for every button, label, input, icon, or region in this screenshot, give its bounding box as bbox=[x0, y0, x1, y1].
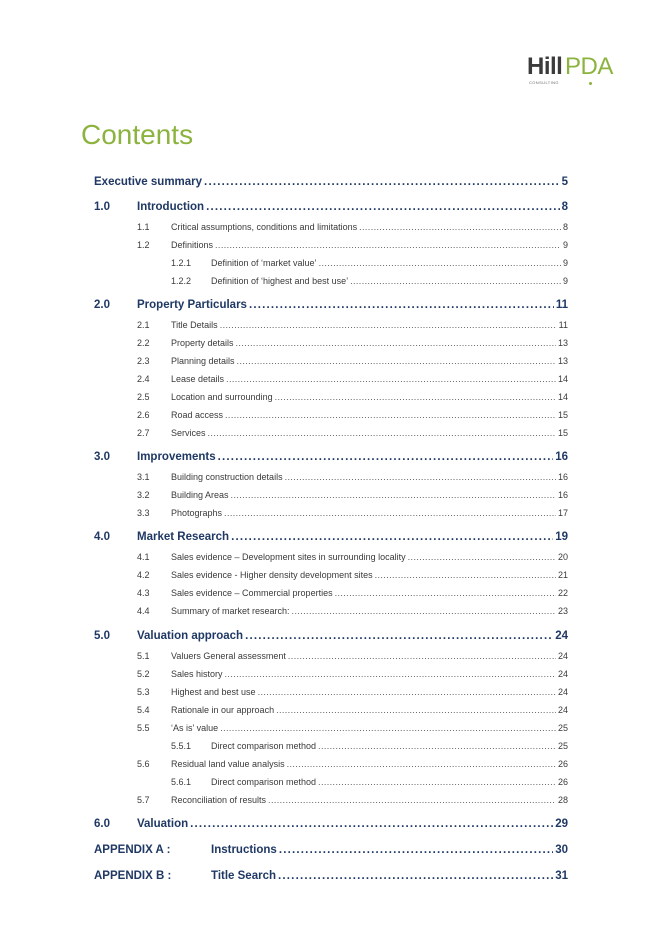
toc-dot-leader bbox=[220, 723, 556, 733]
toc-entry-title: Valuation approach bbox=[137, 630, 244, 642]
toc-entry[interactable] bbox=[94, 844, 568, 856]
toc-entry-page: 9 bbox=[562, 240, 568, 250]
toc-dot-leader bbox=[268, 795, 556, 805]
toc-entry-number: APPENDIX A : bbox=[94, 844, 171, 856]
toc-entry-number: 4.1 bbox=[137, 552, 150, 562]
toc-entry-page: 17 bbox=[557, 508, 568, 518]
toc-entry-number: 2.0 bbox=[94, 299, 110, 311]
toc-entry-title: Highest and best use bbox=[171, 687, 256, 697]
toc-dot-leader bbox=[208, 428, 556, 438]
toc-entry-title: Building construction details bbox=[171, 472, 283, 482]
toc-entry-number: 1.2.2 bbox=[171, 276, 192, 286]
toc-entry-title: Definitions bbox=[171, 240, 214, 250]
toc-entry[interactable] bbox=[171, 741, 568, 751]
toc-entry-page: 9 bbox=[562, 276, 568, 286]
toc-entry-title: Improvements bbox=[137, 451, 216, 463]
toc-entry-page: 28 bbox=[557, 795, 568, 805]
toc-entry-number: 3.2 bbox=[137, 490, 150, 500]
toc-entry-page: 23 bbox=[557, 606, 568, 616]
toc-entry-title: Direct comparison method bbox=[211, 741, 317, 751]
toc-dot-leader bbox=[220, 320, 557, 330]
toc-dot-leader bbox=[226, 374, 556, 384]
toc-entry-title: Property Particulars bbox=[137, 299, 247, 311]
logo-subtext: CONSULTING bbox=[529, 80, 559, 85]
toc-entry-number: 5.5.1 bbox=[171, 741, 192, 751]
toc-dot-leader bbox=[225, 669, 556, 679]
toc-entry-number: 2.7 bbox=[137, 428, 150, 438]
toc-entry-page: 24 bbox=[557, 669, 568, 679]
toc-dot-leader bbox=[245, 630, 553, 642]
toc-entry[interactable] bbox=[94, 299, 568, 311]
toc-entry-page: 13 bbox=[557, 356, 568, 366]
toc-dot-leader bbox=[292, 606, 556, 616]
toc-entry[interactable] bbox=[94, 630, 568, 642]
toc-dot-leader bbox=[206, 201, 560, 213]
toc-entry-page: 13 bbox=[557, 338, 568, 348]
toc-entry-number: 1.0 bbox=[94, 201, 110, 213]
toc-entry[interactable] bbox=[137, 759, 568, 769]
toc-entry-number: 4.4 bbox=[137, 606, 150, 616]
toc-entry-page: 24 bbox=[557, 705, 568, 715]
toc-entry[interactable] bbox=[137, 588, 568, 598]
toc-entry[interactable] bbox=[137, 356, 568, 366]
toc-entry-number: 1.2 bbox=[137, 240, 150, 250]
toc-dot-leader bbox=[236, 338, 556, 348]
toc-entry-title: Introduction bbox=[137, 201, 205, 213]
toc-entry[interactable] bbox=[137, 651, 568, 661]
toc-dot-leader bbox=[350, 276, 561, 286]
toc-entry[interactable] bbox=[94, 201, 568, 213]
toc-entry-page: 5 bbox=[561, 176, 568, 188]
toc-entry[interactable] bbox=[137, 687, 568, 697]
toc-entry-page: 16 bbox=[557, 490, 568, 500]
toc-dot-leader bbox=[335, 588, 556, 598]
toc-entry-title: Critical assumptions, conditions and limitations bbox=[171, 222, 358, 232]
toc-entry-page: 11 bbox=[555, 299, 568, 311]
toc-entry[interactable] bbox=[137, 338, 568, 348]
toc-entry[interactable] bbox=[94, 451, 568, 463]
toc-entry-title: Building Areas bbox=[171, 490, 229, 500]
toc-entry-number: 6.0 bbox=[94, 818, 110, 830]
toc-entry-title: Definition of ‘market value’ bbox=[211, 258, 317, 268]
toc-entry-page: 19 bbox=[555, 531, 568, 543]
toc-entry[interactable] bbox=[137, 320, 568, 330]
toc-entry-page: 20 bbox=[557, 552, 568, 562]
toc-entry-title: Reconciliation of results bbox=[171, 795, 267, 805]
toc-entry-number: 5.2 bbox=[137, 669, 150, 679]
toc-entry-title: Valuation bbox=[137, 818, 189, 830]
toc-entry-title: ‘As is’ value bbox=[171, 723, 219, 733]
toc-entry-number: 3.0 bbox=[94, 451, 110, 463]
toc-dot-leader bbox=[225, 410, 556, 420]
toc-entry-page: 8 bbox=[562, 222, 568, 232]
toc-entry-number: 2.3 bbox=[137, 356, 150, 366]
toc-entry-title: Road access bbox=[171, 410, 224, 420]
toc-entry-number: 5.6 bbox=[137, 759, 150, 769]
toc-entry[interactable] bbox=[137, 669, 568, 679]
toc-entry-title: Rationale in our approach bbox=[171, 705, 275, 715]
toc-dot-leader bbox=[408, 552, 556, 562]
toc-entry-title: Sales evidence - Higher density development sites bbox=[171, 570, 373, 580]
logo-text-bold: Hill bbox=[527, 53, 563, 80]
toc-entry-title: Sales evidence – Commercial properties bbox=[171, 588, 333, 598]
toc-entry-page: 29 bbox=[555, 818, 568, 830]
toc-dot-leader bbox=[287, 759, 556, 769]
toc-entry-title: Title Details bbox=[171, 320, 218, 330]
toc-entry-title: Services bbox=[171, 428, 206, 438]
toc-entry-page: 24 bbox=[557, 651, 568, 661]
toc-entry-number: 5.3 bbox=[137, 687, 150, 697]
toc-entry[interactable] bbox=[137, 374, 568, 384]
toc-entry-number: 2.2 bbox=[137, 338, 150, 348]
toc-entry-title: Direct comparison method bbox=[211, 777, 317, 787]
toc-entry-page: 25 bbox=[557, 741, 568, 751]
toc-entry-page: 14 bbox=[557, 374, 568, 384]
toc-entry-page: 21 bbox=[557, 570, 568, 580]
toc-entry-title: Residual land value analysis bbox=[171, 759, 285, 769]
toc-entry[interactable] bbox=[171, 777, 568, 787]
toc-entry-page: 9 bbox=[562, 258, 568, 268]
toc-entry-title: Sales history bbox=[171, 669, 223, 679]
toc-entry[interactable] bbox=[171, 276, 568, 286]
toc-entry[interactable] bbox=[137, 240, 568, 250]
toc-entry[interactable] bbox=[137, 222, 568, 232]
toc-entry[interactable] bbox=[137, 490, 568, 500]
toc-entry-title: Summary of market research: bbox=[171, 606, 290, 616]
toc-dot-leader bbox=[285, 472, 556, 482]
toc-entry-page: 24 bbox=[555, 630, 568, 642]
toc-entry[interactable] bbox=[137, 723, 568, 733]
toc-dot-leader bbox=[215, 240, 561, 250]
toc-entry-title: Property details bbox=[171, 338, 234, 348]
toc-entry[interactable] bbox=[94, 531, 568, 543]
toc-dot-leader bbox=[218, 451, 554, 463]
toc-entry-number: 5.0 bbox=[94, 630, 110, 642]
toc-entry[interactable] bbox=[137, 606, 568, 616]
toc-entry-number: 2.4 bbox=[137, 374, 150, 384]
toc-entry[interactable] bbox=[94, 870, 568, 882]
toc-dot-leader bbox=[288, 651, 556, 661]
toc-entry-page: 11 bbox=[558, 320, 568, 330]
toc-dot-leader bbox=[279, 844, 553, 856]
toc-entry-number: 4.0 bbox=[94, 531, 110, 543]
toc-entry[interactable] bbox=[94, 176, 568, 188]
toc-dot-leader bbox=[204, 176, 560, 188]
toc-dot-leader bbox=[237, 356, 556, 366]
toc-entry[interactable] bbox=[137, 392, 568, 402]
toc-entry-page: 22 bbox=[557, 588, 568, 598]
toc-entry[interactable] bbox=[137, 472, 568, 482]
toc-entry-page: 8 bbox=[561, 201, 568, 213]
toc-entry-page: 31 bbox=[555, 870, 568, 882]
toc-entry-number: 2.6 bbox=[137, 410, 150, 420]
toc-entry-title: Executive summary bbox=[94, 176, 203, 188]
toc-entry-number: 1.2.1 bbox=[171, 258, 192, 268]
toc-entry-number: 5.4 bbox=[137, 705, 150, 715]
toc-entry-page: 15 bbox=[557, 410, 568, 420]
toc-dot-leader bbox=[231, 531, 553, 543]
page-title: Contents bbox=[81, 119, 194, 150]
toc-entry-number: 5.5 bbox=[137, 723, 150, 733]
toc-dot-leader bbox=[275, 392, 556, 402]
toc-entry-page: 14 bbox=[557, 392, 568, 402]
toc-entry-number: 5.7 bbox=[137, 795, 150, 805]
toc-entry-page: 26 bbox=[557, 777, 568, 787]
toc-entry-page: 24 bbox=[557, 687, 568, 697]
toc-entry-title: Valuers General assessment bbox=[171, 651, 286, 661]
toc-entry[interactable] bbox=[137, 570, 568, 580]
toc-dot-leader bbox=[258, 687, 556, 697]
toc-dot-leader bbox=[231, 490, 556, 500]
toc-entry-number: APPENDIX B : bbox=[94, 870, 172, 882]
toc-entry-page: 15 bbox=[557, 428, 568, 438]
toc-entry-page: 30 bbox=[555, 844, 568, 856]
toc-entry-number: 2.1 bbox=[137, 320, 150, 330]
toc-entry-number: 3.3 bbox=[137, 508, 150, 518]
toc-entry-page: 25 bbox=[557, 723, 568, 733]
toc-dot-leader bbox=[319, 258, 561, 268]
toc-entry[interactable] bbox=[137, 428, 568, 438]
toc-entry-number: 1.1 bbox=[137, 222, 150, 232]
toc-entry-title: Title Search bbox=[211, 870, 276, 882]
toc-dot-leader bbox=[276, 705, 556, 715]
toc-entry-number: 2.5 bbox=[137, 392, 150, 402]
toc-dot-leader bbox=[318, 741, 556, 751]
toc-entry-page: 16 bbox=[555, 451, 568, 463]
toc-entry-number: 4.2 bbox=[137, 570, 150, 580]
toc-dot-leader bbox=[190, 818, 553, 830]
toc-entry-title: Sales evidence – Development sites in surrounding locality bbox=[171, 552, 406, 562]
toc-entry-title: Location and surrounding bbox=[171, 392, 273, 402]
toc-entry-number: 4.3 bbox=[137, 588, 150, 598]
toc-entry-number: 3.1 bbox=[137, 472, 150, 482]
toc-entry-title: Instructions bbox=[211, 844, 277, 856]
toc-dot-leader bbox=[249, 299, 554, 311]
toc-dot-leader bbox=[318, 777, 556, 787]
toc-entry-page: 26 bbox=[557, 759, 568, 769]
toc-dot-leader bbox=[224, 508, 556, 518]
toc-entry-title: Planning details bbox=[171, 356, 235, 366]
toc-entry-title: Definition of ‘highest and best use’ bbox=[211, 276, 349, 286]
toc-entry-title: Market Research bbox=[137, 531, 230, 543]
toc-entry-title: Lease details bbox=[171, 374, 225, 384]
toc-entry[interactable] bbox=[137, 410, 568, 420]
toc-dot-leader bbox=[375, 570, 556, 580]
toc-entry[interactable] bbox=[137, 795, 568, 805]
toc-entry[interactable] bbox=[137, 705, 568, 715]
toc-entry-number: 5.1 bbox=[137, 651, 150, 661]
toc-entry-number: 5.6.1 bbox=[171, 777, 192, 787]
logo-text-light: PDA bbox=[565, 53, 613, 80]
toc-entry-title: Photographs bbox=[171, 508, 223, 518]
toc-entry[interactable] bbox=[171, 258, 568, 268]
toc-entry[interactable] bbox=[137, 508, 568, 518]
toc-entry-page: 16 bbox=[557, 472, 568, 482]
toc-entry[interactable] bbox=[94, 818, 568, 830]
toc-dot-leader bbox=[278, 870, 553, 882]
toc-entry[interactable] bbox=[137, 552, 568, 562]
toc-dot-leader bbox=[359, 222, 561, 232]
